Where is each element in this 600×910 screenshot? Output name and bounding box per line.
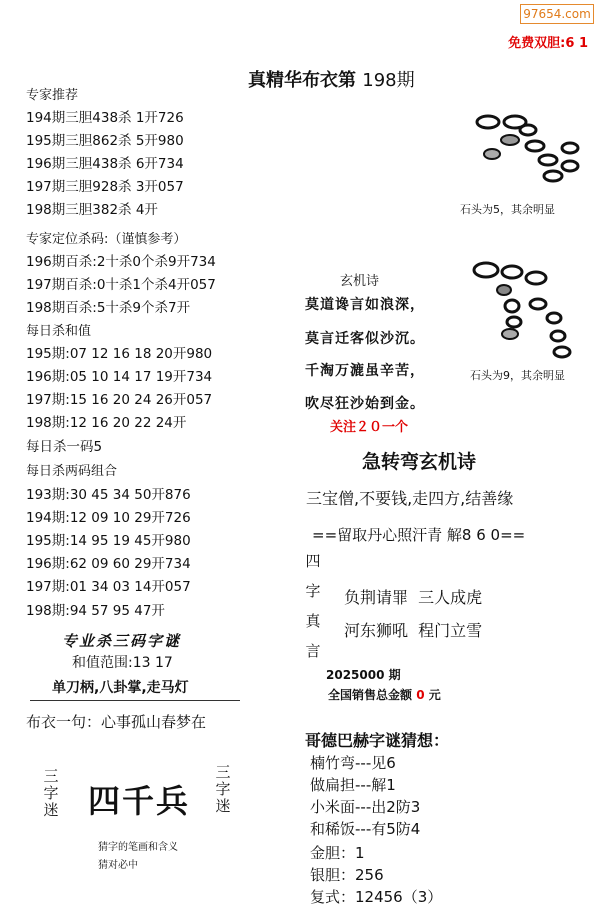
expert-row: 197期三胆928杀 3开057 — [26, 179, 184, 195]
daily-sum-row: 195期:07 12 16 18 20开980 — [26, 346, 213, 362]
liuqu-line: ==留取丹心照汗青 解8 6 0== — [312, 526, 526, 544]
position-kill-row: 196期百杀:2十杀0个杀9开734 — [26, 254, 216, 270]
daily-two-row: 196期:62 09 60 29开734 — [26, 556, 191, 572]
follow-line: 关注２０一个 — [330, 420, 409, 435]
idiom-line: 负荆请罪 三人成虎 — [344, 588, 483, 607]
poem-line: 莫言迁客似沙沉。 — [305, 331, 425, 347]
daily-sum-row: 196期:05 10 14 17 19开734 — [26, 369, 213, 385]
daily-two-row: 198期:94 57 95 47开 — [26, 603, 165, 619]
daily-two-row: 197期:01 34 03 14开057 — [26, 579, 191, 595]
position-kill-heading: 专家定位杀码:（谨慎参考） — [26, 232, 187, 247]
sales-text: 全国销售总金额 — [328, 688, 413, 702]
four-word-char: 言 — [305, 642, 321, 660]
hint-line: 猜字的笔画和含义 — [98, 842, 178, 853]
expert-row: 194期三胆438杀 1开726 — [26, 110, 184, 126]
stone-figure — [470, 108, 585, 198]
idiom-line: 河东狮吼 程门立雪 — [344, 621, 483, 640]
section-title: 急转弯玄机诗 — [362, 451, 477, 473]
page-title — [248, 66, 415, 92]
answer-line: 做扁担---解1 — [310, 776, 396, 794]
sales-amount: 0 — [416, 688, 425, 702]
poem-title: 玄机诗 — [340, 274, 380, 289]
sanbao-line: 三宝僧,不要钱,走四方,结善缘 — [306, 489, 514, 508]
free-double-tag: 免费双胆:6 1 — [508, 36, 588, 51]
title-text: 真精华布衣第 — [248, 70, 356, 91]
site-badge[interactable]: 97654.com — [520, 4, 594, 24]
stone-caption: 石头为5，其余明显 — [460, 203, 555, 216]
divider — [30, 700, 240, 701]
answer-line: 楠竹弯---见6 — [310, 754, 396, 772]
sales-issue: 2025000 期 — [326, 668, 401, 682]
hint-line: 猜对必中 — [98, 860, 138, 871]
goldbach-title: 哥德巴赫字谜猜想： — [305, 731, 450, 750]
four-word-char: 真 — [305, 612, 321, 630]
right-vertical-label: 三字迷 — [215, 763, 231, 815]
sum-range: 和值范围:13 17 — [72, 655, 173, 671]
buyi-line: 布衣一句：心事孤山春梦在 — [26, 713, 207, 731]
daily-two-row: 195期:14 95 19 45开980 — [26, 533, 191, 549]
position-kill-row: 198期百杀:5十杀9个杀7开 — [26, 300, 191, 316]
answer-line: 小米面---出2防3 — [310, 798, 421, 816]
answer-line: 银胆：256 — [310, 866, 384, 884]
stone-caption: 石头为9，其余明显 — [470, 369, 565, 382]
expert-heading: 专家推荐 — [26, 88, 79, 103]
daily-two-row: 193期:30 45 34 50开876 — [26, 487, 191, 503]
four-word-label — [303, 546, 323, 666]
title-issue: 198期 — [362, 70, 415, 91]
daily-two-row: 194期:12 09 10 29开726 — [26, 510, 191, 526]
answer-line: 金胆：1 — [310, 844, 365, 862]
expert-row: 198期三胆382杀 4开 — [26, 202, 158, 218]
pro-riddle-title: 专业杀三码字谜 — [62, 632, 182, 650]
poem-line: 莫道谗言如浪深， — [305, 297, 425, 313]
sales-unit: 元 — [428, 688, 441, 702]
daily-sum-heading: 每日杀和值 — [26, 324, 92, 339]
poem-line: 千淘万漉虽辛苦， — [305, 363, 425, 379]
sales-total — [328, 686, 441, 703]
four-word-char: 字 — [305, 582, 321, 600]
expert-row: 196期三胆438杀 6开734 — [26, 156, 184, 172]
answer-line: 和稀饭---有5防4 — [310, 820, 421, 838]
daily-sum-row: 198期:12 16 20 22 24开 — [26, 415, 187, 431]
poem-line: 吹尽狂沙始到金。 — [305, 396, 425, 412]
daily-one-kill: 每日杀一码5 — [26, 439, 103, 455]
expert-row: 195期三胆862杀 5开980 — [26, 133, 184, 149]
position-kill-row: 197期百杀:0十杀1个杀4开057 — [26, 277, 216, 293]
riddle-word: 四千兵 — [88, 782, 191, 820]
daily-two-heading: 每日杀两码组合 — [26, 464, 118, 479]
answer-line: 复式：12456（3） — [310, 888, 443, 906]
daily-sum-row: 197期:15 16 20 24 26开057 — [26, 392, 213, 408]
stone-figure — [468, 256, 583, 366]
four-word-char: 四 — [305, 552, 321, 570]
riddle-line: 单刀柄,八卦掌,走马灯 — [52, 680, 189, 696]
left-vertical-label: 三字迷 — [43, 767, 59, 819]
